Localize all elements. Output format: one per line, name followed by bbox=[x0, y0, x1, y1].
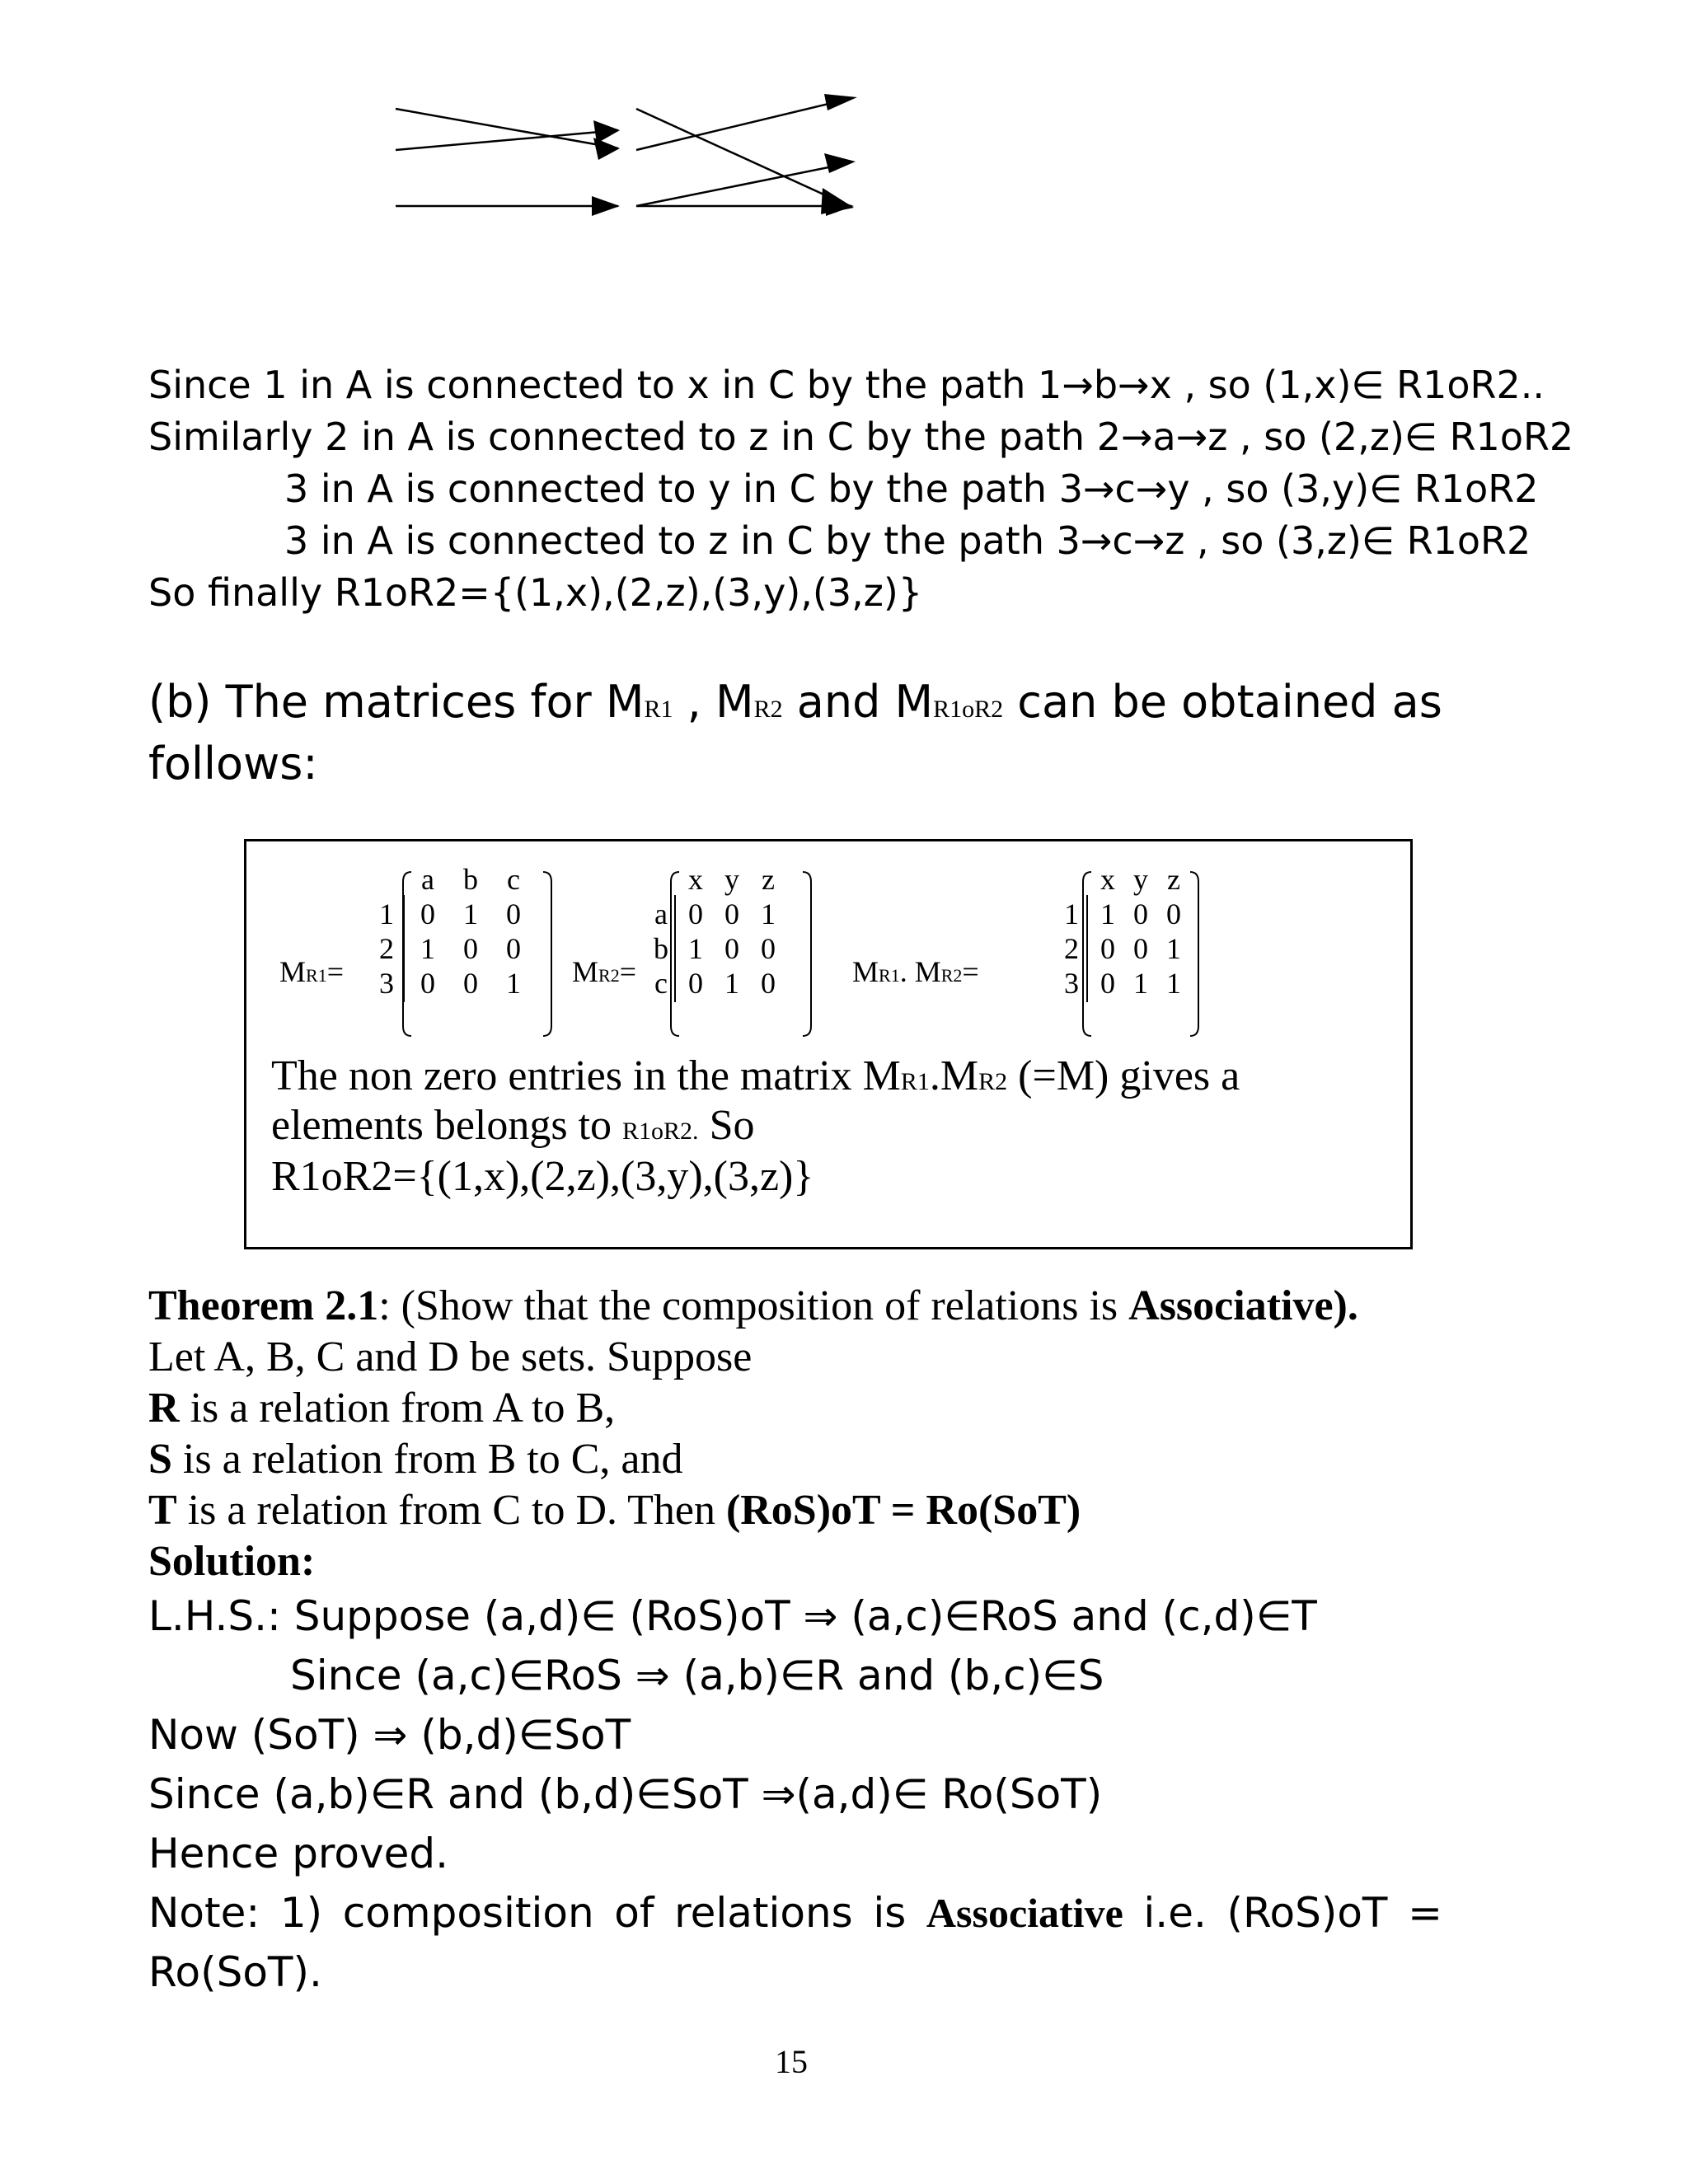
proof-line-5: Hence proved. bbox=[148, 1830, 448, 1877]
part-b-heading-cont: follows: bbox=[148, 738, 318, 790]
theorem-heading: Theorem 2.1: (Show that the composition of relations is Associative). bbox=[148, 1282, 1358, 1329]
matrix-bracket bbox=[395, 865, 560, 1047]
arrowhead bbox=[824, 153, 856, 173]
note-line-1: Note: 1) composition of relations is Associative i.e. (RoS)oT = bbox=[148, 1889, 1442, 1937]
matrix-label: MR1= bbox=[279, 955, 345, 988]
path-line-2: Similarly 2 in A is connected to z in C by the path 2→a→z , so (2,z)∈ R1oR2 bbox=[148, 415, 1574, 459]
proof-line-4: Since (a,b)∈R and (b,d)∈SoT ⇒(a,d)∈ Ro(SoT) bbox=[148, 1770, 1103, 1818]
relation-arrow-diagram bbox=[387, 91, 898, 231]
proof-line-2: Since (a,c)∈RoS ⇒ (a,b)∈R and (b,c)∈S bbox=[290, 1652, 1104, 1699]
proof-line-1: L.H.S.: Suppose (a,d)∈ (RoS)oT ⇒ (a,c)∈RoS and (c,d)∈T bbox=[148, 1592, 1317, 1640]
proof-line-3: Now (SoT) ⇒ (b,d)∈SoT bbox=[148, 1711, 631, 1759]
solution-heading: Solution: bbox=[148, 1538, 316, 1585]
page-number: 15 bbox=[775, 2043, 808, 2080]
arrowhead bbox=[593, 120, 620, 143]
arrow-1-to-b bbox=[396, 109, 618, 148]
matrix-note-line-3: R1oR2={(1,x),(2,z),(3,y),(3,z)} bbox=[271, 1153, 814, 1200]
matrix-note-line-2: elements belongs to R1oR2. So bbox=[271, 1102, 755, 1149]
matrix-mr2: MR2= x y z a b c 0 0 1 1 0 0 0 1 0 bbox=[572, 862, 836, 1052]
theorem-line-3: R is a relation from A to B, bbox=[148, 1385, 616, 1432]
path-line-3: 3 in A is connected to y in C by the path 3→c→y , so (3,y)∈ R1oR2 bbox=[284, 466, 1539, 511]
arrowhead bbox=[824, 94, 857, 110]
theorem-line-4: S is a relation from B to C, and bbox=[148, 1436, 683, 1483]
path-line-1: Since 1 in A is connected to x in C by the path 1→b→x , so (1,x)∈ R1oR2.. bbox=[148, 363, 1545, 407]
arrowhead bbox=[592, 196, 620, 216]
path-line-4: 3 in A is connected to z in C by the path 3→c→z , so (3,z)∈ R1oR2 bbox=[284, 518, 1531, 563]
matrix-product: MR1. MR2= x y z 1 2 3 1 0 0 0 0 1 0 1 1 bbox=[852, 862, 1281, 1052]
matrix-label: MR2= bbox=[572, 955, 637, 988]
matrix-box bbox=[244, 839, 1413, 1249]
matrix-label: MR1. MR2= bbox=[852, 955, 979, 988]
arrow-2-to-a bbox=[396, 130, 618, 150]
theorem-line-5: T is a relation from C to D. Then (RoS)oT = Ro(SoT) bbox=[148, 1487, 1081, 1534]
part-b-heading: (b) The matrices for MR1 , MR2 and MR1oR2 can be obtained as bbox=[148, 676, 1442, 728]
matrix-mr1: MR1= a b c 1 2 3 0 1 0 1 0 0 0 0 1 bbox=[279, 862, 593, 1052]
matrix-bracket bbox=[663, 865, 819, 1047]
note-line-2: Ro(SoT). bbox=[148, 1948, 322, 1996]
composition-result: So finally R1oR2={(1,x),(2,z),(3,y),(3,z)} bbox=[148, 570, 923, 615]
arrow-a-to-z bbox=[636, 109, 849, 206]
matrix-note-line-1: The non zero entries in the matrix MR1.MR2 (=M) gives a bbox=[271, 1052, 1240, 1099]
matrix-bracket bbox=[1075, 865, 1207, 1047]
arrow-c-to-y bbox=[636, 163, 849, 206]
theorem-line-2: Let A, B, C and D be sets. Suppose bbox=[148, 1333, 753, 1380]
